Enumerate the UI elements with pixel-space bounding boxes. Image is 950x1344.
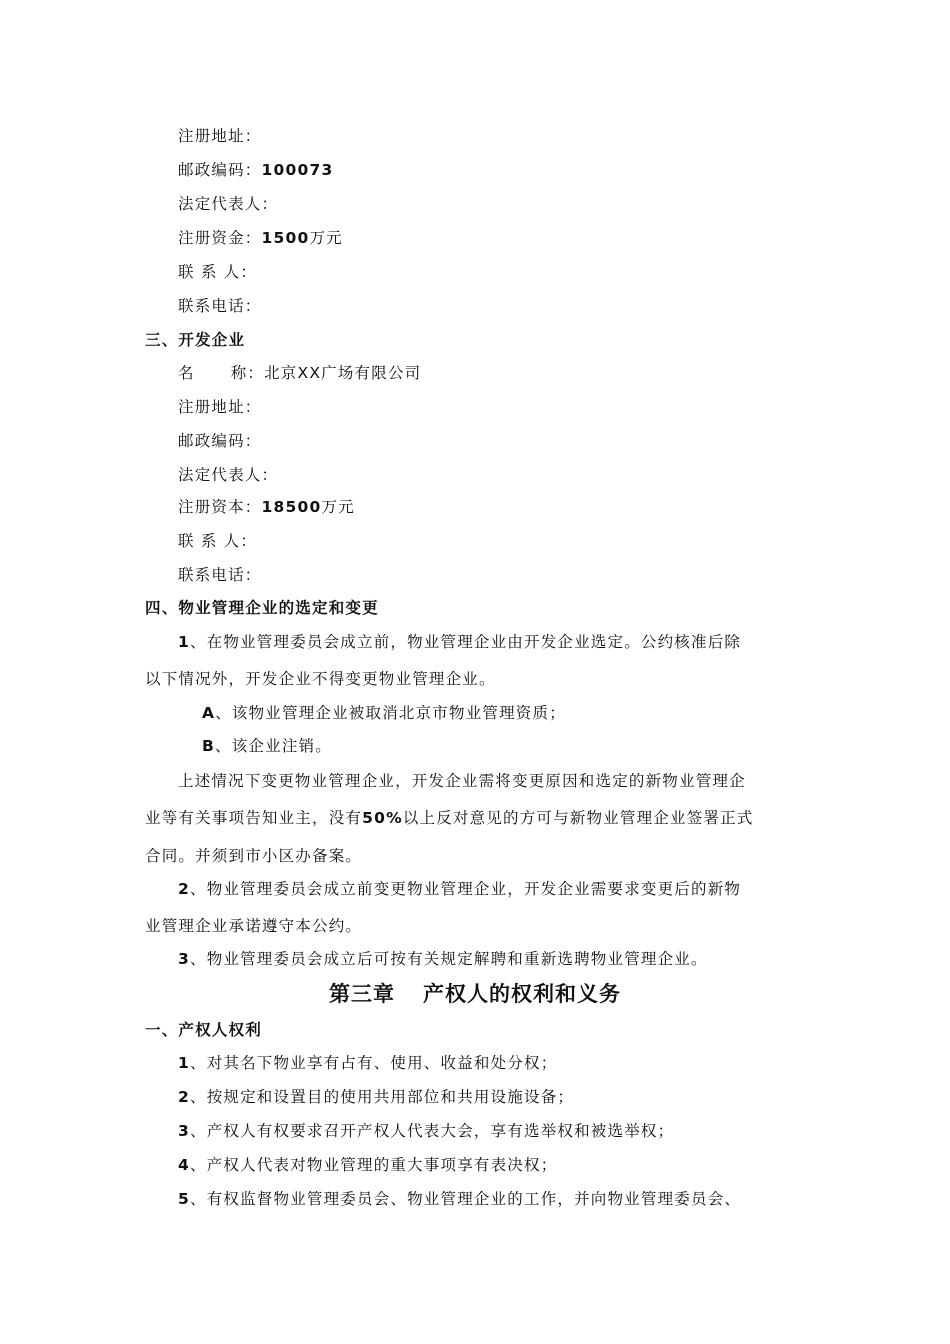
contact-phone-label: 联系电话： (178, 297, 262, 315)
capital-value: 1500 (261, 229, 310, 247)
chapter-title (0, 980, 950, 1008)
paragraph-1-line-1 (178, 632, 741, 652)
paragraph-2-line-3 (145, 846, 362, 866)
section-heading-developer (145, 330, 245, 350)
rights-item-text: 、产权人有权要求召开产权人代表大会，享有选举权和被选举权； (190, 1122, 675, 1140)
postal-code-line (178, 160, 333, 180)
condition-marker: A (202, 704, 216, 722)
developer-legal-rep-line (178, 465, 278, 485)
capital-label: 注册资金： (178, 229, 262, 247)
rights-item-2 (178, 1087, 574, 1107)
paragraph-number: 1 (178, 633, 190, 651)
name-label-part1: 名 (178, 364, 195, 382)
condition-a (202, 703, 566, 723)
developer-postal-line (178, 431, 262, 451)
reg-address-line (178, 126, 262, 146)
percentage-value: 50% (362, 809, 403, 827)
condition-b (202, 736, 332, 756)
chapter-number: 第三章 (329, 982, 395, 1006)
developer-legal-rep-label: 法定代表人： (178, 466, 279, 484)
paragraph-number: 3 (178, 950, 190, 968)
developer-contact-phone-label: 联系电话： (178, 566, 262, 584)
rights-item-text: 、产权人代表对物业管理的重大事项享有表决权； (190, 1156, 558, 1174)
paragraph-text: 合同。并须到市小区办备案。 (145, 847, 363, 865)
developer-postal-label: 邮政编码： (178, 432, 262, 450)
paragraph-text: 上述情况下变更物业管理企业，开发企业需将变更原因和选定的新物业管理企 (178, 772, 746, 790)
paragraph-text: 业等有关事项告知业主，没有 (145, 809, 363, 827)
contact-phone-line (178, 296, 262, 316)
name-label-part2: 称： (230, 364, 265, 382)
paragraph-1-line-2 (145, 669, 496, 689)
section-heading-text: 三、开发企业 (145, 331, 246, 349)
postal-code-label: 邮政编码： (178, 161, 262, 179)
developer-reg-address-label: 注册地址： (178, 398, 262, 416)
paragraph-3-line-1 (178, 879, 741, 899)
rights-item-number: 3 (178, 1122, 190, 1140)
section-heading-property-mgmt (145, 598, 379, 618)
developer-name-line (178, 363, 421, 383)
contact-person-label: 联 系 人： (178, 263, 258, 281)
rights-item-number: 5 (178, 1190, 190, 1208)
developer-capital-unit: 万元 (321, 498, 355, 516)
rights-item-5 (178, 1189, 741, 1209)
developer-contact-person-label: 联 系 人： (178, 532, 258, 550)
rights-item-1 (178, 1053, 557, 1073)
developer-reg-address-line (178, 397, 262, 417)
condition-text: 、该企业注销。 (215, 737, 332, 755)
paragraph-text: 、物业管理委员会成立前变更物业管理企业，开发企业需要求变更后的新物 (190, 880, 742, 898)
section-heading-text: 四、物业管理企业的选定和变更 (145, 599, 379, 617)
paragraph-text: 、在物业管理委员会成立前，物业管理企业由开发企业选定。公约核准后除 (190, 633, 742, 651)
rights-item-3 (178, 1121, 674, 1141)
legal-rep-label: 法定代表人： (178, 195, 279, 213)
legal-rep-line (178, 194, 278, 214)
developer-capital-line (178, 497, 355, 517)
developer-capital-label: 注册资本： (178, 498, 262, 516)
condition-marker: B (202, 737, 216, 755)
rights-item-text: 、有权监督物业管理委员会、物业管理企业的工作，并向物业管理委员会、 (190, 1190, 742, 1208)
contact-person-line (178, 262, 257, 282)
developer-name-value: 北京XX广场有限公司 (264, 364, 422, 382)
section-heading-text: 一、产权人权利 (145, 1021, 262, 1039)
section-heading-owner-rights (145, 1020, 262, 1040)
paragraph-text: 、物业管理委员会成立后可按有关规定解聘和重新选聘物业管理企业。 (190, 950, 708, 968)
paragraph-2-line-2 (145, 808, 754, 828)
reg-address-label: 注册地址： (178, 127, 262, 145)
rights-item-number: 2 (178, 1088, 190, 1106)
developer-contact-person-line (178, 531, 257, 551)
rights-item-number: 4 (178, 1156, 190, 1174)
developer-capital-value: 18500 (261, 498, 322, 516)
rights-item-text: 、按规定和设置目的使用共用部位和共用设施设备； (190, 1088, 575, 1106)
developer-contact-phone-line (178, 565, 262, 585)
paragraph-number: 2 (178, 880, 190, 898)
rights-item-number: 1 (178, 1054, 190, 1072)
paragraph-4-line-1 (178, 949, 708, 969)
condition-text: 、该物业管理企业被取消北京市物业管理资质； (215, 704, 566, 722)
chapter-name: 产权人的权利和义务 (423, 982, 621, 1006)
postal-code-value: 100073 (261, 161, 334, 179)
paragraph-text: 以上反对意见的方可与新物业管理企业签署正式 (402, 809, 754, 827)
paragraph-3-line-2 (145, 916, 362, 936)
paragraph-2-line-1 (178, 771, 746, 791)
paragraph-text: 以下情况外，开发企业不得变更物业管理企业。 (145, 670, 496, 688)
rights-item-4 (178, 1155, 557, 1175)
paragraph-text: 业管理企业承诺遵守本公约。 (145, 917, 363, 935)
capital-unit: 万元 (309, 229, 343, 247)
capital-line (178, 228, 343, 248)
rights-item-text: 、对其名下物业享有占有、使用、收益和处分权； (190, 1054, 558, 1072)
